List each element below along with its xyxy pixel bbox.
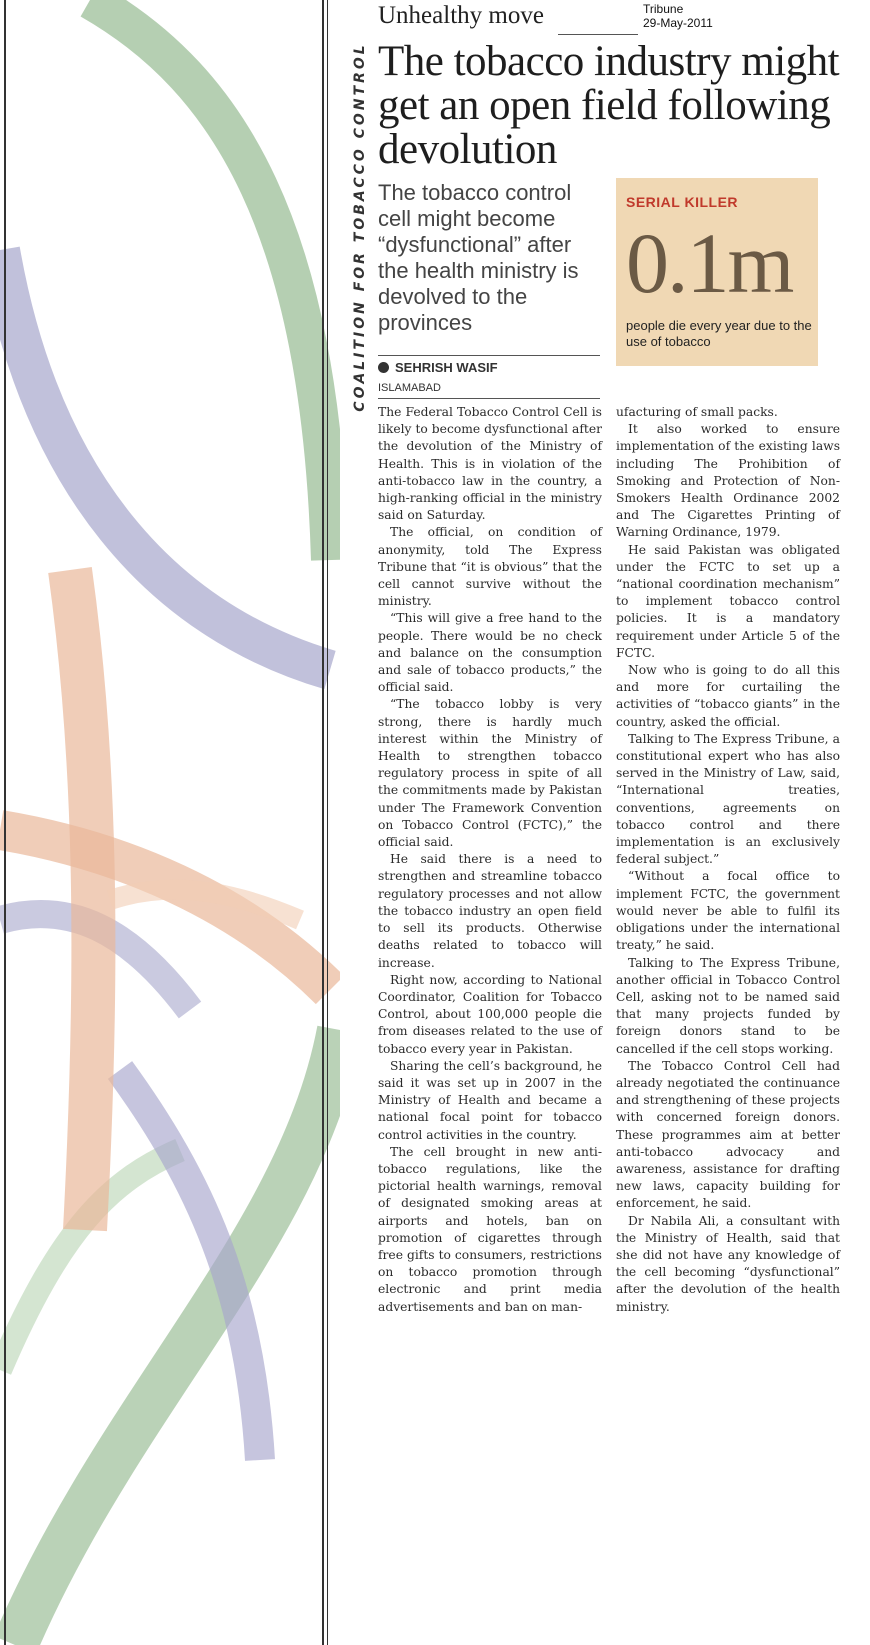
paragraph: It also worked to ensure implementation of the existing laws including The Prohibition of Smoking and Protection of Non-Smokers Health Ordinance 2002 and The Cigarettes Printing of Warning Ordinance, 1979.: [616, 422, 840, 540]
news-article: [378, 0, 870, 1645]
coalition-vertical-label: [350, 42, 370, 412]
sidebar-divider-line: [322, 0, 324, 1645]
paragraph: The Federal Tobacco Control Cell is likely to become dysfunctional after the devolution of the Ministry of Health. This is in violation of the anti-tobacco law in the country, a high-ranking official in the ministry said on Saturday.: [378, 405, 602, 523]
factbox-caption: people die every year due to the use of tobacco: [626, 318, 812, 349]
paragraph: Right now, according to National Coordinator, Coalition for Tobacco Control, about 100,000 people die from diseases related to the use of tobacco every year in Pakistan.: [378, 972, 602, 1056]
dateline: ISLAMABAD: [378, 382, 441, 394]
kicker-rule: [558, 34, 638, 35]
article-kicker: Unhealthy move: [378, 2, 544, 29]
paragraph: Dr Nabila Ali, a consultant with the Ministry of Health, said that she did not have any knowledge of the cell becoming “dysfunctional” after the devolution of the health ministry.: [616, 1213, 840, 1314]
factbox-label: SERIAL KILLER: [626, 194, 739, 210]
paragraph: He said Pakistan was obligated under the FCTC to set up a “national coordination mechanism” to implement tobacco control policies. It is a mandatory requirement under Article 5 of the FCTC.: [616, 542, 840, 660]
paragraph: The Tobacco Control Cell had already negotiated the continuance and strengthening of these projects with concerned foreign donors. These programmes aim at better anti-tobacco advocacy and awareness, assistance for drafting new laws, capacity building for enforcement, he said.: [616, 1058, 840, 1211]
paragraph: Talking to The Express Tribune, a constitutional expert who has also served in the Ministry of Law, said, “International treaties, conventions, agreements on tobacco control and there implementation is an exclusively federal subject.”: [616, 731, 840, 867]
article-headline: The tobacco industry might get an open field following devolution: [378, 38, 840, 173]
paragraph: The official, on condition of anonymity, told The Express Tribune that “it is obvious” that the cell cannot survive without the ministry.: [378, 525, 602, 609]
coalition-logo-watermark: [0, 0, 340, 1645]
author-icon: [378, 362, 389, 373]
paragraph: Now who is going to do all this and more for curtailing the activities of “tobacco giants” in the country, asked the official.: [616, 663, 840, 729]
factbox-figure: 0.1m: [626, 215, 793, 311]
paragraph: Talking to The Express Tribune, another official in Tobacco Control Cell, asking not to be named said that many projects funded by foreign donors stand to be cancelled if the cell stops working.: [616, 955, 840, 1056]
watermark-panel: [0, 0, 340, 1645]
paragraph: He said there is a need to strengthen and streamline tobacco regulatory processes and not allow the tobacco industry an open field to sell its products. Otherwise deaths related to tobacco will increase.: [378, 852, 602, 970]
paragraph: Sharing the cell’s background, he said it was set up in 2007 in the Ministry of Health and became a national focal point for tobacco control activities in the country.: [378, 1058, 602, 1142]
article-deck: The tobacco control cell might become “dysfunctional” after the health ministry is devolved to the provinces: [378, 180, 579, 335]
coalition-label-text: COALITION FOR TOBACCO CONTROL: [352, 42, 368, 412]
publication-date: 29-May-2011: [643, 16, 713, 30]
serial-killer-factbox: [616, 178, 818, 366]
sidebar-divider-line-thin: [327, 0, 328, 1645]
author-name: SEHRISH WASIF: [395, 360, 498, 375]
paragraph: The cell brought in new anti-tobacco regulations, like the pictorial health warnings, removal of designated smoking areas at airports and hotels, ban on promotion of cigarettes through free gifts to consumers, restrictions on tobacco promotion through electronic and print media advertisements and ban on man-: [378, 1144, 602, 1314]
article-column-1: [378, 404, 602, 1316]
publication-name: Tribune: [643, 2, 684, 16]
left-border-line: [4, 0, 6, 1645]
paragraph: “Without a focal office to implement FCTC, the government would never be able to fulfil its obligations under the international treaty,” he said.: [616, 869, 840, 953]
paragraph: “This will give a free hand to the people. There would be no check and balance on the consumption and sale of tobacco products,” the official said.: [378, 611, 602, 695]
byline-rule: [378, 355, 600, 356]
source-info: [643, 2, 713, 30]
paragraph: ufacturing of small packs.: [616, 405, 778, 419]
dateline-rule: [378, 398, 600, 399]
byline: [378, 360, 498, 375]
article-column-2: [616, 404, 840, 1316]
paragraph: “The tobacco lobby is very strong, there is hardly much interest within the Ministry of Health to strengthen tobacco regulatory process in spite of all the commitments made by Pakistan under The Framework Convention on Tobacco Control (FCTC),” the official said.: [378, 697, 602, 850]
